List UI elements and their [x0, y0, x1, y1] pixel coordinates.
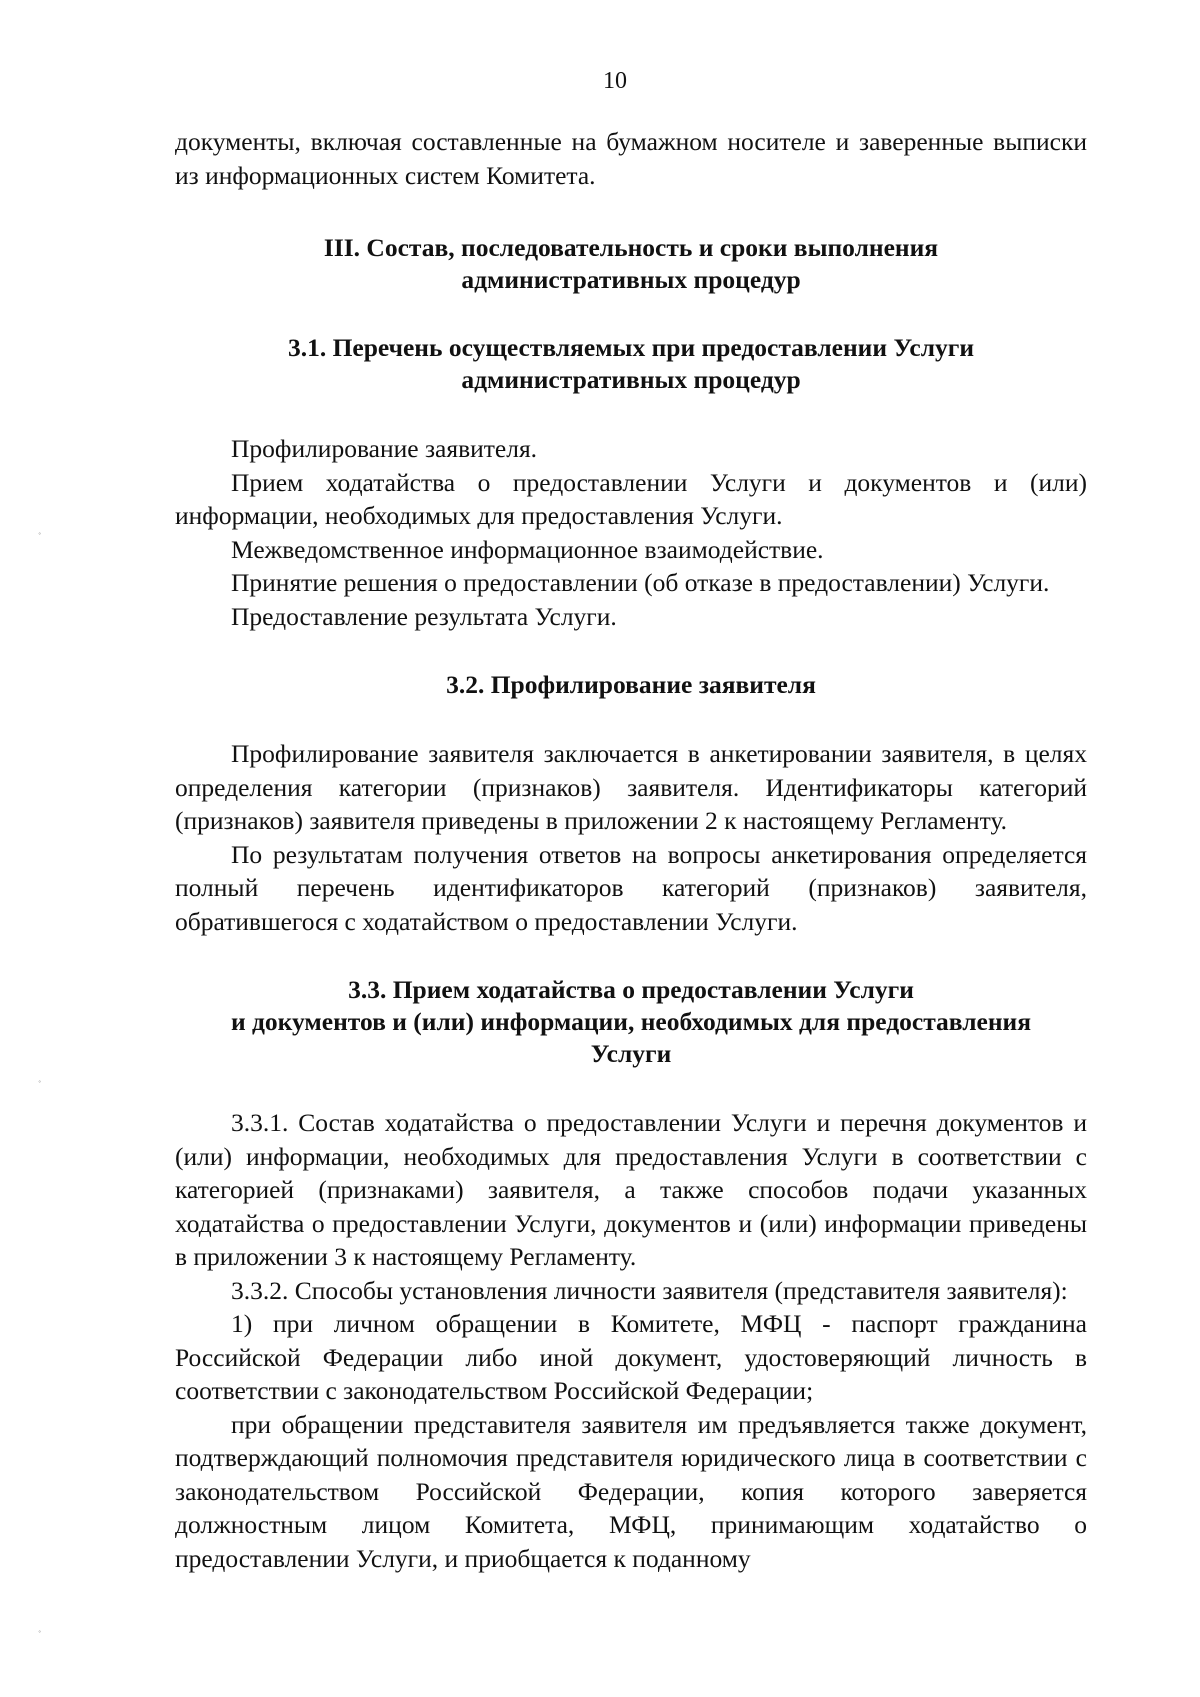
- section-3-3-heading-line-3: Услуги: [590, 1039, 672, 1068]
- procedure-item: Профилирование заявителя.: [231, 434, 538, 463]
- section-3-1-heading-line-1: 3.1. Перечень осуществляемых при предоставлении Услуги: [287, 333, 975, 362]
- intro-paragraph: документы, включая составленные на бумажном носителе и заверенные выписки из информационных систем Комитета.: [175, 127, 1087, 190]
- section-3-3-1-paragraph: 3.3.1. Состав ходатайства о предоставлении Услуги и перечня документов и (или) информации, необходимых для предоставления Услуги в соответствии с категорией (признаками) заявителя, а также способов подачи указанных ходатайства о предоставлении Услуги, документов и (или) информации приведены в приложении 3 к настоящему Регламенту.: [175, 1108, 1087, 1271]
- section-3-1-heading: [175, 332, 1087, 396]
- section-3-1-heading-line-2: административных процедур: [461, 365, 801, 394]
- section-3-3-heading-line-1: 3.3. Прием ходатайства о предоставлении Услуги: [348, 975, 914, 1004]
- scan-mark: ˚: [38, 532, 42, 543]
- page-number: 10: [603, 68, 627, 94]
- section-3-3-2-paragraph: 3.3.2. Способы установления личности заявителя (представителя заявителя):: [231, 1275, 1068, 1305]
- section-3-2-heading: 3.2. Профилирование заявителя: [446, 670, 816, 699]
- scan-mark: ˚: [38, 1080, 42, 1091]
- section-3-3-heading: [175, 974, 1087, 1070]
- procedure-item: Принятие решения о предоставлении (об отказе в предоставлении) Услуги.: [231, 568, 1050, 597]
- scan-mark: ˚: [38, 1630, 42, 1641]
- procedure-item: Межведомственное информационное взаимодействие.: [231, 534, 824, 564]
- procedure-item: Предоставление результата Услуги.: [231, 601, 617, 631]
- page-content: [175, 125, 1087, 1575]
- section-3-2-paragraph-1: Профилирование заявителя заключается в анкетировании заявителя, в целях определения категории (признаков) заявителя. Идентификаторы категорий (признаков) заявителя приведены в приложении 2 к настоящему Регламенту.: [175, 739, 1087, 835]
- section-3-3-heading-line-2: и документов и (или) информации, необходимых для предоставления: [230, 1007, 1032, 1036]
- section-3-heading: [175, 232, 1087, 296]
- section-3-heading-line-1: III. Состав, последовательность и сроки выполнения: [323, 233, 939, 262]
- section-3-2-paragraph-2: По результатам получения ответов на вопросы анкетирования определяется полный перечень идентификаторов категорий (признаков) заявителя, обратившегося с ходатайством о предоставлении Услуги.: [175, 839, 1087, 936]
- representative-paragraph: при обращении представителя заявителя им предъявляется также документ, подтверждающий полномочия представителя юридического лица в соответствии с законодательством Российской Федерации, копия которого заверяется должностным лицом Комитета, МФЦ, принимающим ходатайство о предоставлении Услуги, и приобщается к поданному: [175, 1409, 1087, 1573]
- identity-method-item: 1) при личном обращении в Комитете, МФЦ - паспорт гражданина Российской Федерации либо иной документ, удостоверяющий личность в соответствии с законодательством Российской Федерации;: [175, 1309, 1087, 1405]
- section-3-heading-line-2: административных процедур: [461, 265, 801, 294]
- procedure-item: Прием ходатайства о предоставлении Услуги и документов и (или) информации, необходимых для предоставления Услуги.: [175, 467, 1087, 530]
